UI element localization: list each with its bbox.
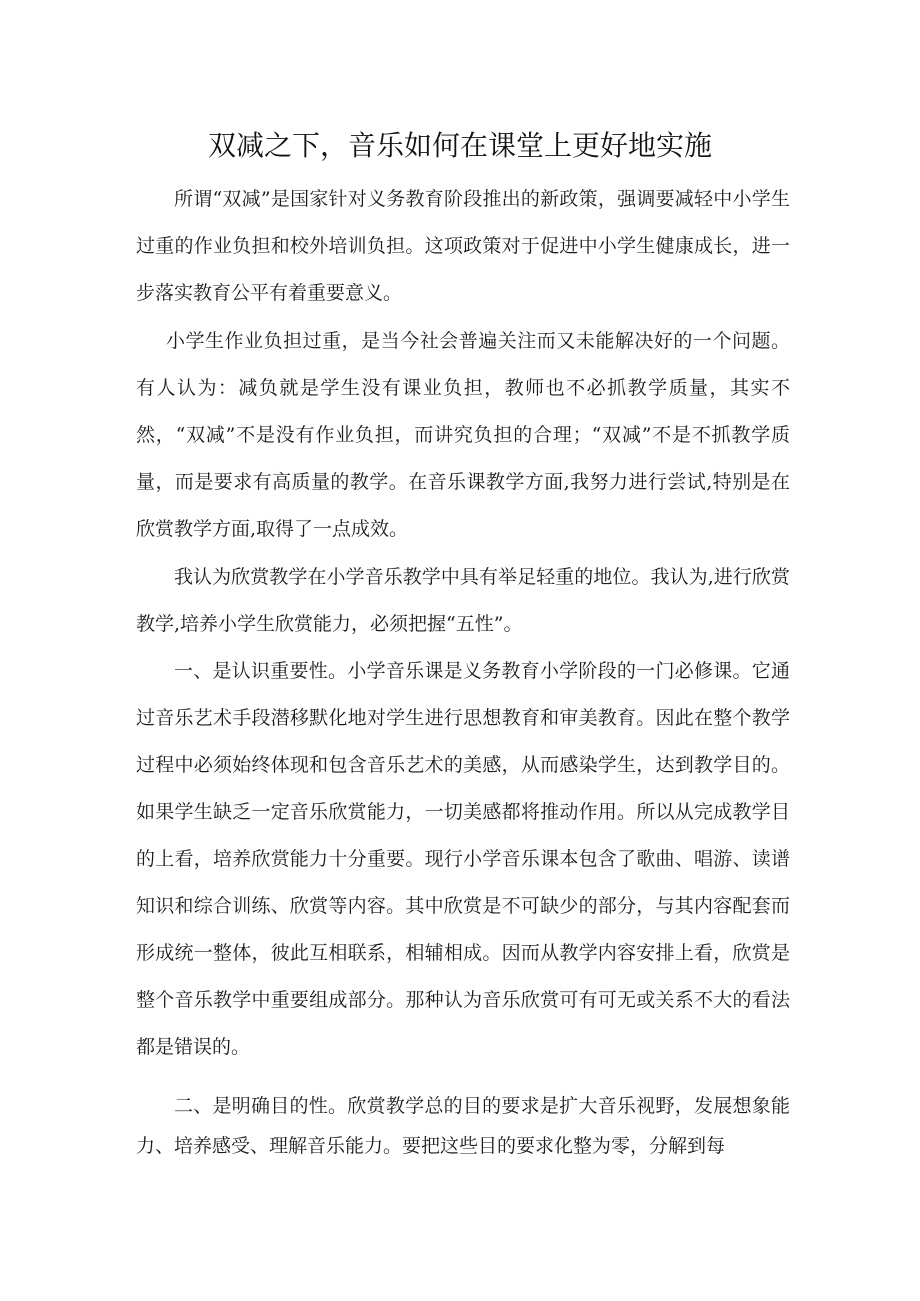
- paragraph-purpose: 二、是明确目的性。欣赏教学总的目的要求是扩大音乐视野，发展想象能力、培养感受、理解音乐能力。要把这些目的要求化整为零，分解到每: [136, 1095, 790, 1157]
- paragraph-double-reduction-definition: 所谓“双减”是国家针对义务教育阶段推出的新政策，强调要减轻中小学生过重的作业负担和校外培训负担。这项政策对于促进中小学生健康成长，进一步落实教育公平有着重要意义。: [136, 188, 790, 304]
- paragraph-appreciation-teaching: 我认为欣赏教学在小学音乐教学中具有举足轻重的地位。我认为,进行欣赏教学,培养小学生欣赏能力，必须把握“五性”。: [136, 566, 790, 635]
- document-title: 双减之下，音乐如何在课堂上更好地实施: [207, 129, 712, 162]
- paragraph-importance: 一、是认识重要性。小学音乐课是义务教育小学阶段的一门必修课。它通过音乐艺术手段潜移默化地对学生进行思想教育和审美教育。因此在整个教学过程中必须始终体现和包含音乐艺术的美感，从而感染学生，达到教学目的。如果学生缺乏一定音乐欣赏能力，一切美感都将推动作用。所以从完成教学目的上看，培养欣赏能力十分重要。现行小学音乐课本包含了歌曲、唱游、读谱知识和综合训练、欣赏等内容。其中欣赏是不可缺少的部分，与其内容配套而形成统一整体，彼此互相联系，相辅相成。因而从教学内容安排上看，欣赏是整个音乐教学中重要组成部分。那种认为音乐欣赏可有可无或关系不大的看法都是错误的。: [136, 660, 790, 1058]
- paragraph-homework-burden: 小学生作业负担过重，是当今社会普遍关注而又未能解决好的一个问题。有人认为：减负就是学生没有课业负担，教师也不必抓教学质量，其实不然，“双减”不是没有作业负担，而讲究负担的合理；“双减”不是不抓教学质量，而是要求有高质量的教学。在音乐课教学方面,我努力进行尝试,特别是在欣赏教学方面,取得了一点成效。: [136, 330, 790, 540]
